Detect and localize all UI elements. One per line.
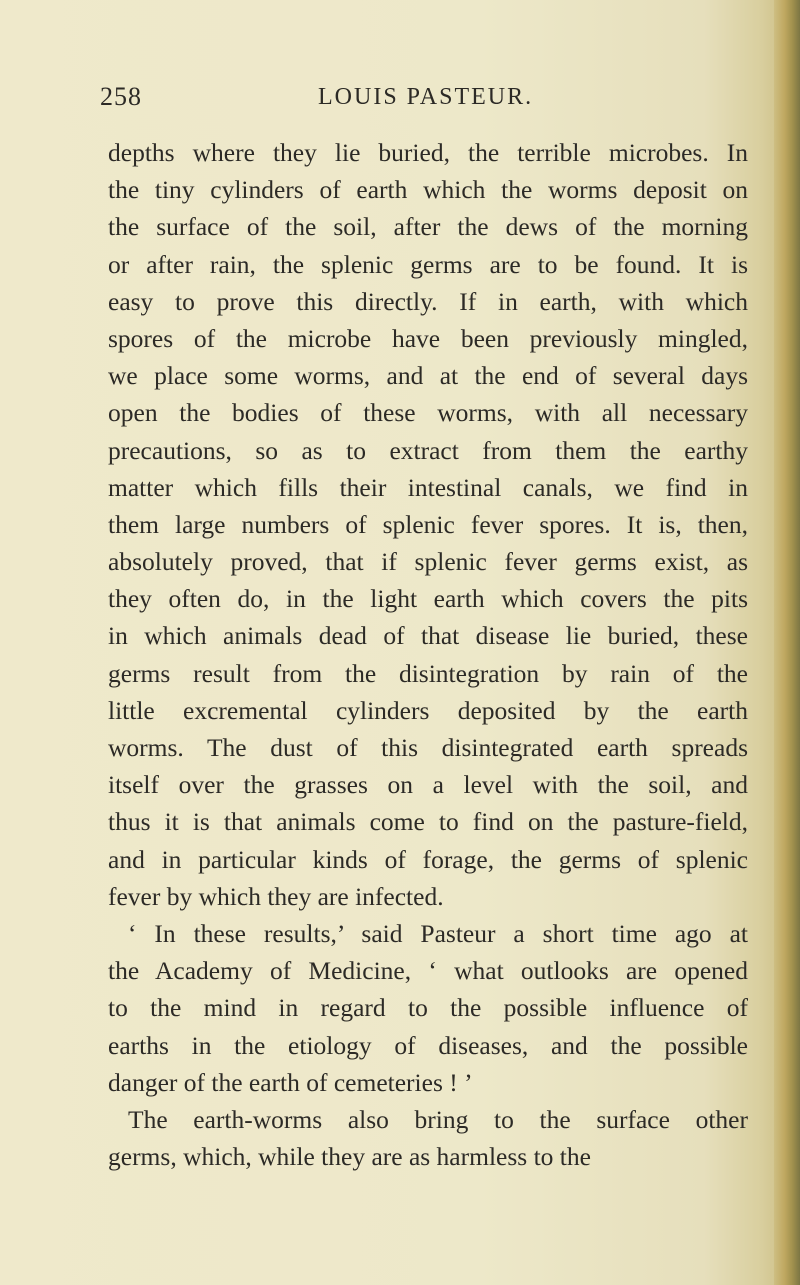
text-line: matter which fills their intestinal canals, we find in [108,472,748,502]
text-line: spores of the microbe have been previously mingled, [108,323,748,353]
text-line: germs result from the disintegration by rain of the [108,658,748,688]
text-line: the Academy of Medicine, ‘ what outlooks are opened [108,956,748,986]
text-line: itself over the grasses on a level with the soil, and [108,770,748,800]
text-line: little excremental cylinders deposited by the earth [108,695,748,725]
text-line: fever by which they are infected. [108,881,444,911]
text-line: and in particular kinds of forage, the germs of splenic [108,844,748,874]
text-line: to the mind in regard to the possible influence of [108,993,748,1023]
text-line: germs, which, while they are as harmless to the [108,1142,591,1172]
text-line: easy to prove this directly. If in earth, with which [108,286,748,316]
page-edge-shadow [774,0,800,1285]
text-line: we place some worms, and at the end of several days [108,361,748,391]
text-line: them large numbers of splenic fever spores. It is, then, [108,509,748,539]
text-line: the tiny cylinders of earth which the worms deposit on [108,175,748,205]
running-head: LOUIS PASTEUR. [318,84,534,110]
text-line: thus it is that animals come to find on the pasture-field, [108,807,748,837]
text-line: the surface of the soil, after the dews of the morning [108,212,748,242]
page-number: 258 [100,82,142,111]
text-line: The earth-worms also bring to the surface other [128,1104,748,1134]
page-header [100,82,740,116]
text-line: depths where they lie buried, the terrible microbes. In [108,138,748,167]
body-text [108,134,748,1175]
text-line: worms. The dust of this disintegrated earth spreads [108,733,748,762]
text-line: or after rain, the splenic germs are to be found. It is [108,249,748,279]
text-line: earths in the etiology of diseases, and the possible [108,1030,748,1060]
text-line: ‘ In these results,’ said Pasteur a short time ago at [128,918,748,948]
text-line: open the bodies of these worms, with all necessary [108,398,748,428]
text-line: in which animals dead of that disease lie buried, these [108,621,748,651]
text-line: they often do, in the light earth which covers the pits [108,584,748,614]
text-line: danger of the earth of cemeteries ! ’ [108,1067,473,1097]
text-line: precautions, so as to extract from them the earthy [108,435,748,465]
text-line: absolutely proved, that if splenic fever germs exist, as [108,547,748,577]
